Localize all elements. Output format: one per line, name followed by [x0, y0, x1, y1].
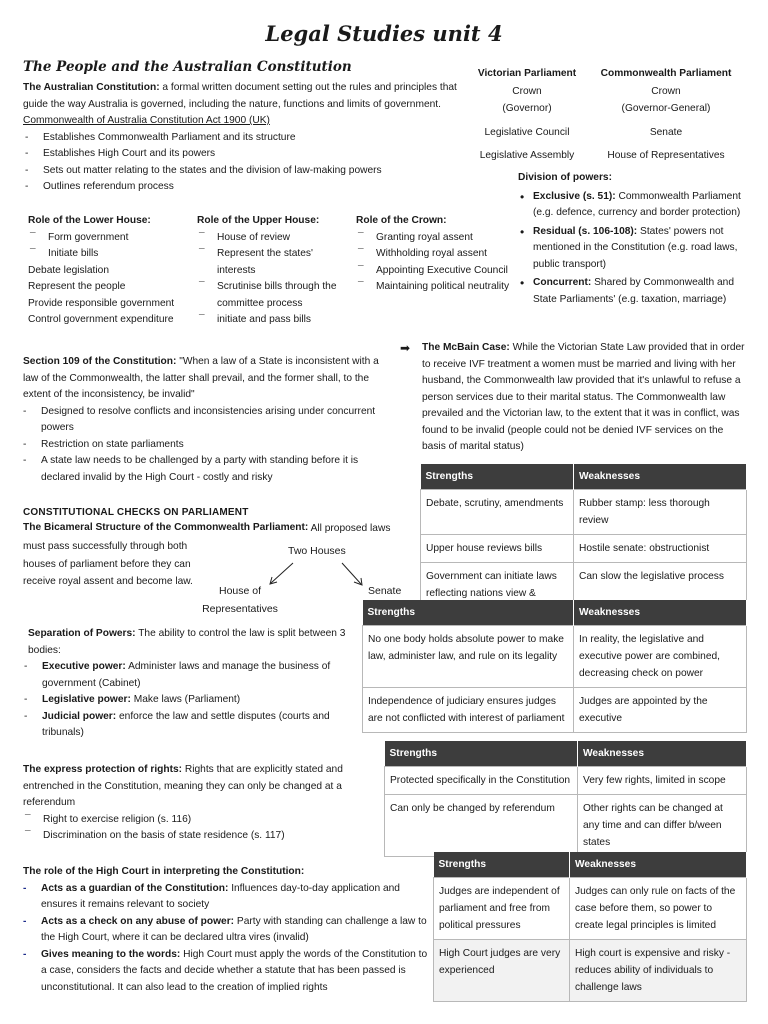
list-item: ¯ Granting royal assent: [356, 230, 516, 247]
list-item: - Acts as a check on any abuse of power: Party with standing can challenge a law to the High Court, where it can be declared ultra vires (invalid): [21, 914, 428, 947]
cth-house-of-reps: House of Representatives: [607, 150, 725, 161]
vic-legislative-council: Legislative Council: [484, 126, 570, 138]
cth-senate: Senate: [649, 126, 683, 138]
table-row: Independence of judiciary ensures judges are not conflicted with interest of parliament Judges are appointed by the executive: [363, 688, 747, 733]
rights-table: [384, 741, 747, 857]
cth-header: Commonwealth Parliament: [600, 68, 732, 79]
diagram-root: Two Houses: [288, 545, 346, 557]
list-item: ¯ initiate and pass bills: [197, 312, 347, 329]
page-title: Legal Studies unit 4: [265, 21, 503, 46]
list-item: - Acts as a guardian of the Constitution: Influences day-to-day application and ensures it remains relevant to society: [21, 881, 428, 914]
list-item: - Judicial power: enforce the law and settle disputes (courts and tribunals): [22, 709, 358, 742]
list-item: Debate legislation: [28, 264, 109, 276]
division-of-powers: [518, 170, 748, 310]
table-row: Government can initiate laws reflecting nations view & Can slow the legislative process: [421, 563, 747, 625]
role-upper-house: [197, 213, 347, 329]
vic-governor: (Governor): [502, 103, 552, 114]
table-row: High Court judges are very experienced High court is expensive and risky - reduces ability of individuals to challenge laws: [434, 940, 747, 1002]
division-heading: Division of powers:: [518, 172, 612, 183]
list-item: • Concurrent: Shared by Commonwealth and State Parliaments' (e.g. taxation, marriage): [518, 275, 748, 308]
table-row: Can only be changed by referendum Other rights can be changed at any time and can differ b/ween states: [385, 795, 747, 857]
list-item: • Residual (s. 106-108): States' powers not mentioned in the Constitution (e.g. road laws, public transport): [518, 224, 748, 274]
list-item: - Designed to resolve conflicts and inconsistencies arising under concurrent powers: [21, 404, 393, 437]
list-item: - Establishes High Court and its powers: [23, 146, 473, 163]
table-row: Upper house reviews bills Hostile senate: obstructionist: [421, 535, 747, 563]
weaknesses-header: Weaknesses: [574, 600, 747, 626]
page-subtitle: The People and the Australian Constitution: [23, 59, 352, 75]
high-court-table: [433, 852, 747, 1002]
strengths-header: Strengths: [421, 464, 574, 490]
list-item: ¯ Represent the states' interests: [197, 246, 347, 279]
weaknesses-header: Weaknesses: [578, 741, 747, 767]
lower-house-heading: Role of the Lower House:: [28, 215, 151, 226]
list-item: ¯ Initiate bills: [28, 246, 193, 263]
high-court-heading: The role of the High Court in interpreting the Constitution:: [23, 866, 305, 877]
list-item: • Exclusive (s. 51): Commonwealth Parliament (e.g. defence, currency and border protection): [518, 189, 748, 222]
separation-section: Separation of Powers: The ability to control the law is split between 3 bodies: - Executive power: Administer laws and manage the business of government (Cabinet) - Legislative power: Make laws (Parliament) - Judicial power: enforce the law and settle disputes (courts and tribunals): [28, 626, 358, 742]
table-row: Protected specifically in the Constitution Very few rights, limited in scope: [385, 767, 747, 795]
bicameral-text: must pass successfully through both houses of parliament before they can receive royal assent and become law.: [23, 541, 193, 587]
vic-header: Victorian Parliament: [477, 68, 577, 79]
list-item: ¯ Maintaining political neutrality: [356, 279, 516, 296]
list-item: ¯ Discrimination on the basis of state residence (s. 117): [23, 828, 363, 845]
bicameral-text-block: [23, 520, 415, 538]
diagram-left: House of Representatives: [202, 585, 278, 615]
table-row: Judges are independent of parliament and free from political pressures Judges can only rule on facts of the case before them, so power to create legal principles is limited: [434, 878, 747, 940]
cth-governor-general: (Governor-General): [621, 103, 711, 114]
list-item: Control government expenditure: [28, 314, 174, 325]
bicameral-term: The Bicameral Structure of the Commonwealth Parliament:: [23, 522, 309, 533]
list-item: - Restriction on state parliaments: [21, 437, 393, 454]
list-item: - Sets out matter relating to the states and the division of law-making powers: [23, 163, 473, 180]
strengths-header: Strengths: [434, 852, 570, 878]
list-item: Represent the people: [28, 281, 126, 292]
bicameral-text-first: All proposed laws: [308, 523, 391, 534]
constitution-act: Commonwealth of Australia Constitution Act 1900 (UK): [23, 115, 270, 126]
victorian-parliament: [468, 65, 586, 165]
table-row: Debate, scrutiny, amendments Rubber stamp: less thorough review: [421, 490, 747, 535]
list-item: - Outlines referendum process: [23, 179, 473, 196]
table-row: No one body holds absolute power to make law, administer law, and rule on its legality In reality, the legislative and executive power are combined, decreasing check on power: [363, 626, 747, 688]
high-court-section: [23, 864, 428, 996]
role-lower-house: [28, 213, 193, 329]
list-item: ¯ Form government: [28, 230, 193, 247]
role-crown: [356, 213, 516, 296]
vic-legislative-assembly: Legislative Assembly: [479, 150, 575, 161]
strengths-header: Strengths: [385, 741, 578, 767]
list-item: ¯ Appointing Executive Council: [356, 263, 516, 280]
constitution-section: [23, 80, 473, 196]
constitution-points: [23, 130, 473, 196]
rights-section: The express protection of rights: Rights that are explicitly stated and entrenched in the Constitution, meaning they can only be changed at a referendum ¯ Right to exercise religion (s. 116) ¯ Discrimination on the basis of state residence (s. 117): [23, 762, 363, 845]
crown-heading: Role of the Crown:: [356, 215, 447, 226]
mcbain-term: The McBain Case:: [422, 342, 510, 353]
weaknesses-header: Weaknesses: [570, 852, 747, 878]
mcbain-case: [400, 340, 748, 456]
mcbain-text: While the Victorian State Law provided that in order to receive IVF treatment a women must be married and living with her husband, the Commonwealth law provided that it's unlawful to refuse a person services due to their marital status. The Commonwealth law prevailed and the Victorian law, to the extent that it was in conflict, was found to be invalid (people could not be denied IVF services on the basis of marital status): [422, 342, 745, 452]
list-item: Provide responsible government: [28, 297, 175, 309]
separation-table: [362, 600, 747, 733]
strengths-header: Strengths: [363, 600, 574, 626]
list-item: ¯ Scrutinise bills through the committee process: [197, 279, 347, 312]
diagram-right: Senate: [368, 585, 402, 597]
checks-heading: CONSTITUTIONAL CHECKS ON PARLIAMENT: [23, 507, 249, 518]
list-item: - Gives meaning to the words: High Court must apply the words of the Constitution to a case, considers the facts and decide whether a statute that has been passed is unconstitutional. It can also lead to the creation of implied rights: [21, 947, 428, 997]
upper-house-heading: Role of the Upper House:: [197, 215, 320, 226]
list-item: - Establishes Commonwealth Parliament and its structure: [23, 130, 473, 147]
weaknesses-header: Weaknesses: [574, 464, 747, 490]
list-item: - A state law needs to be challenged by a party with standing before it is declared invalid by the High Court - costly and risky: [21, 453, 393, 486]
constitution-definition: The Australian Constitution: a formal written document setting out the rules and principles that guide the way Australia is governed, including the nature, functions and limits of government.: [23, 82, 457, 110]
cth-crown: Crown: [651, 85, 681, 97]
list-item: - Legislative power: Make laws (Parliament): [22, 692, 358, 709]
section-109: Section 109 of the Constitution: "When a law of a State is inconsistent with a law of the Commonwealth, the latter shall prevail, and the former shall, to the extent of the inconsistency, be invalid" - Designed to resolve conflicts and inconsistencies arising under concurrent powers - Restriction on state parliaments - A state law needs to be challenged by a party with standing before it is declared invalid by the High Court - costly and risky: [23, 354, 393, 486]
list-item: ¯ House of review: [197, 230, 347, 247]
vic-crown: Crown: [512, 85, 542, 97]
arrow-right-icon: ➡: [400, 341, 411, 355]
list-item: - Executive power: Administer laws and manage the business of government (Cabinet): [22, 659, 358, 692]
list-item: ¯ Right to exercise religion (s. 116): [23, 812, 363, 829]
commonwealth-parliament: [590, 65, 742, 165]
list-item: ¯ Withholding royal assent: [356, 246, 516, 263]
